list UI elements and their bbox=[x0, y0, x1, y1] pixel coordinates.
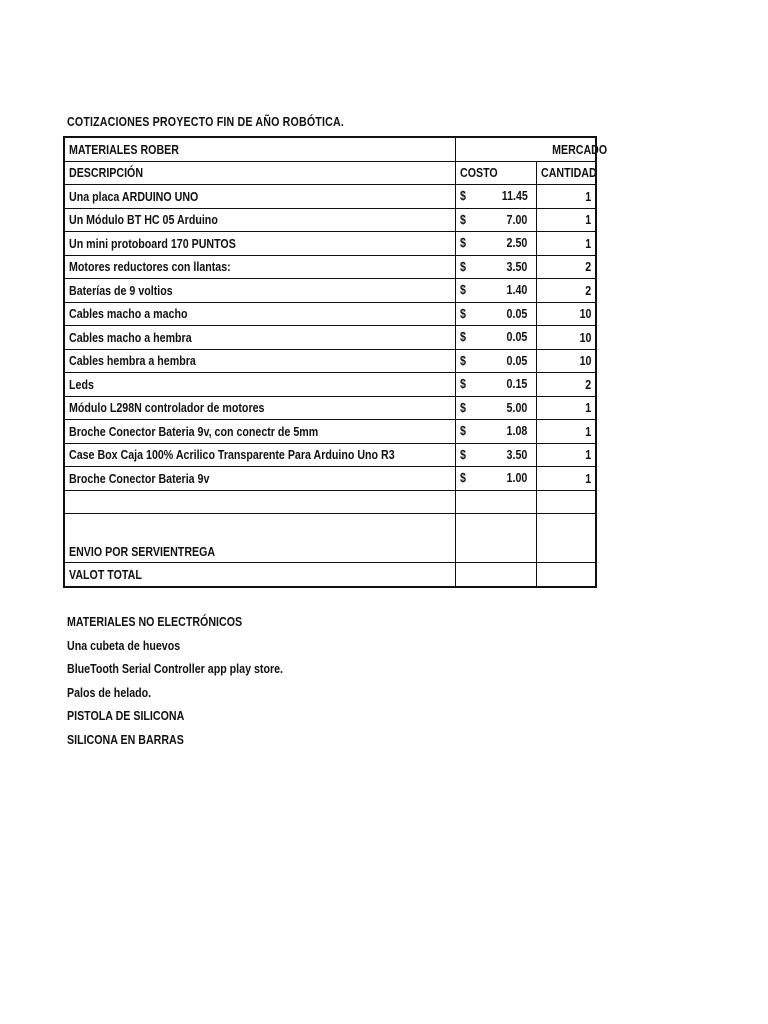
list-item: Una cubeta de huevos bbox=[67, 637, 181, 653]
item-description bbox=[64, 420, 455, 444]
item-quantity bbox=[536, 467, 596, 491]
column-header-row bbox=[64, 161, 596, 185]
table-row bbox=[64, 185, 596, 209]
col-cost-label: COSTO bbox=[459, 165, 498, 181]
empty-row bbox=[64, 490, 596, 514]
item-description bbox=[64, 349, 455, 373]
item-quantity-value: 2 bbox=[585, 259, 591, 275]
section-label: MATERIALES ROBER bbox=[69, 141, 179, 157]
item-cost bbox=[455, 208, 536, 232]
currency-symbol: $ bbox=[459, 305, 466, 321]
item-description bbox=[64, 255, 455, 279]
item-description bbox=[64, 396, 455, 420]
non-electronic-list bbox=[67, 634, 330, 752]
item-description-text: Broche Conector Bateria 9v, con conectr de 5mm bbox=[69, 423, 319, 439]
table-row bbox=[64, 396, 596, 420]
item-description-text: Cables hembra a hembra bbox=[69, 353, 196, 369]
item-quantity-value: 1 bbox=[585, 400, 591, 416]
table-row bbox=[64, 279, 596, 303]
item-description bbox=[64, 208, 455, 232]
item-cost bbox=[455, 326, 536, 350]
item-quantity-value: 1 bbox=[585, 470, 591, 486]
item-description-text: Módulo L298N controlador de motores bbox=[69, 400, 265, 416]
item-quantity bbox=[536, 349, 596, 373]
item-cost-value: 0.15 bbox=[506, 376, 528, 391]
item-description bbox=[64, 279, 455, 303]
item-quantity bbox=[536, 208, 596, 232]
item-quantity-value: 10 bbox=[579, 306, 591, 322]
item-quantity-value: 1 bbox=[585, 212, 591, 228]
item-quantity-value: 1 bbox=[585, 423, 591, 439]
list-item: Palos de helado. bbox=[67, 684, 152, 700]
item-cost-value: 0.05 bbox=[506, 329, 528, 344]
item-cost bbox=[455, 255, 536, 279]
currency-symbol: $ bbox=[459, 282, 466, 297]
item-description-text: Un mini protoboard 170 PUNTOS bbox=[69, 235, 236, 251]
currency-symbol: $ bbox=[459, 211, 466, 227]
item-cost bbox=[455, 443, 536, 467]
currency-symbol: $ bbox=[459, 258, 466, 274]
col-quantity-label: CANTIDAD bbox=[540, 165, 597, 181]
market-label-cell bbox=[536, 137, 608, 161]
item-cost bbox=[455, 373, 536, 397]
item-description-text: Leds bbox=[69, 376, 94, 392]
currency-symbol: $ bbox=[459, 423, 466, 438]
item-description-text: Broche Conector Bateria 9v bbox=[69, 470, 210, 486]
currency-symbol: $ bbox=[459, 399, 466, 415]
item-description bbox=[64, 185, 455, 209]
table-row bbox=[64, 420, 596, 444]
item-description bbox=[64, 443, 455, 467]
item-cost-value: 3.50 bbox=[506, 446, 528, 462]
item-quantity-value: 10 bbox=[579, 329, 591, 345]
item-description-text: Cables macho a macho bbox=[69, 306, 188, 322]
item-cost-value: 5.00 bbox=[506, 399, 528, 415]
item-quantity-value: 1 bbox=[585, 235, 591, 251]
item-cost bbox=[455, 396, 536, 420]
item-cost bbox=[455, 185, 536, 209]
item-quantity-value: 2 bbox=[585, 376, 591, 392]
item-description bbox=[64, 232, 455, 256]
empty-header-cell bbox=[455, 137, 536, 161]
non-electronic-materials bbox=[67, 610, 330, 751]
col-description-label: DESCRIPCIÓN bbox=[69, 165, 144, 181]
currency-symbol: $ bbox=[459, 188, 466, 203]
shipping-row bbox=[64, 514, 596, 563]
item-cost bbox=[455, 349, 536, 373]
non-electronic-heading: MATERIALES NO ELECTRÓNICOS bbox=[67, 614, 243, 629]
table-row bbox=[64, 443, 596, 467]
item-cost bbox=[455, 232, 536, 256]
item-quantity-value: 2 bbox=[585, 282, 591, 298]
total-label: VALOT TOTAL bbox=[69, 566, 142, 582]
item-description bbox=[64, 467, 455, 491]
item-cost bbox=[455, 467, 536, 491]
item-cost-value: 1.08 bbox=[506, 423, 528, 438]
list-item: SILICONA EN BARRAS bbox=[67, 731, 184, 747]
item-quantity bbox=[536, 373, 596, 397]
item-description-text: Baterías de 9 voltios bbox=[69, 282, 173, 298]
section-label-cell bbox=[64, 137, 455, 161]
col-cost-header bbox=[455, 161, 536, 185]
table-row bbox=[64, 302, 596, 326]
item-cost-value: 7.00 bbox=[506, 211, 528, 227]
list-item: PISTOLA DE SILICONA bbox=[67, 708, 185, 723]
currency-symbol: $ bbox=[459, 376, 466, 391]
item-description-text: Cables macho a hembra bbox=[69, 329, 192, 345]
currency-symbol: $ bbox=[459, 329, 466, 344]
item-quantity-value: 1 bbox=[585, 188, 591, 204]
item-description-text: Un Módulo BT HC 05 Arduino bbox=[69, 212, 218, 228]
item-cost-value: 0.05 bbox=[506, 352, 528, 368]
market-label: MERCADO bbox=[552, 141, 608, 157]
item-quantity bbox=[536, 302, 596, 326]
item-cost bbox=[455, 302, 536, 326]
shipping-label: ENVIO POR SERVIENTREGA bbox=[69, 544, 216, 559]
item-quantity bbox=[536, 232, 596, 256]
item-quantity bbox=[536, 396, 596, 420]
quotation-table bbox=[63, 136, 608, 588]
item-cost bbox=[455, 279, 536, 303]
currency-symbol: $ bbox=[459, 446, 466, 462]
document-title: COTIZACIONES PROYECTO FIN DE AÑO ROBÓTICA. bbox=[67, 114, 344, 129]
item-description bbox=[64, 326, 455, 350]
item-quantity-value: 1 bbox=[585, 447, 591, 463]
item-cost bbox=[455, 420, 536, 444]
total-row bbox=[64, 563, 596, 587]
item-cost-value: 2.50 bbox=[506, 235, 528, 250]
list-item: BlueTooth Serial Controller app play store. bbox=[67, 661, 284, 676]
item-description-text: Case Box Caja 100% Acrilico Transparente Para Arduino Uno R3 bbox=[69, 447, 395, 463]
table-row bbox=[64, 349, 596, 373]
table-row bbox=[64, 467, 596, 491]
item-quantity bbox=[536, 326, 596, 350]
currency-symbol: $ bbox=[459, 235, 466, 250]
item-description bbox=[64, 373, 455, 397]
table-row bbox=[64, 326, 596, 350]
item-description-text: Una placa ARDUINO UNO bbox=[69, 188, 199, 204]
item-cost-value: 11.45 bbox=[501, 188, 528, 203]
table-row bbox=[64, 255, 596, 279]
item-quantity-value: 10 bbox=[579, 353, 591, 369]
item-quantity bbox=[536, 420, 596, 444]
table-header-row bbox=[64, 137, 596, 161]
item-quantity bbox=[536, 255, 596, 279]
item-quantity bbox=[536, 443, 596, 467]
item-cost-value: 1.00 bbox=[506, 470, 528, 485]
table-row bbox=[64, 232, 596, 256]
table-row bbox=[64, 208, 596, 232]
item-cost-value: 3.50 bbox=[506, 258, 528, 274]
item-description bbox=[64, 302, 455, 326]
col-description-header bbox=[64, 161, 455, 185]
col-quantity-header bbox=[536, 161, 596, 185]
currency-symbol: $ bbox=[459, 470, 466, 485]
currency-symbol: $ bbox=[459, 352, 466, 368]
table-row bbox=[64, 373, 596, 397]
item-description-text: Motores reductores con llantas: bbox=[69, 259, 231, 275]
item-quantity bbox=[536, 279, 596, 303]
item-cost-value: 1.40 bbox=[506, 282, 528, 297]
item-cost-value: 0.05 bbox=[506, 305, 528, 321]
item-quantity bbox=[536, 185, 596, 209]
